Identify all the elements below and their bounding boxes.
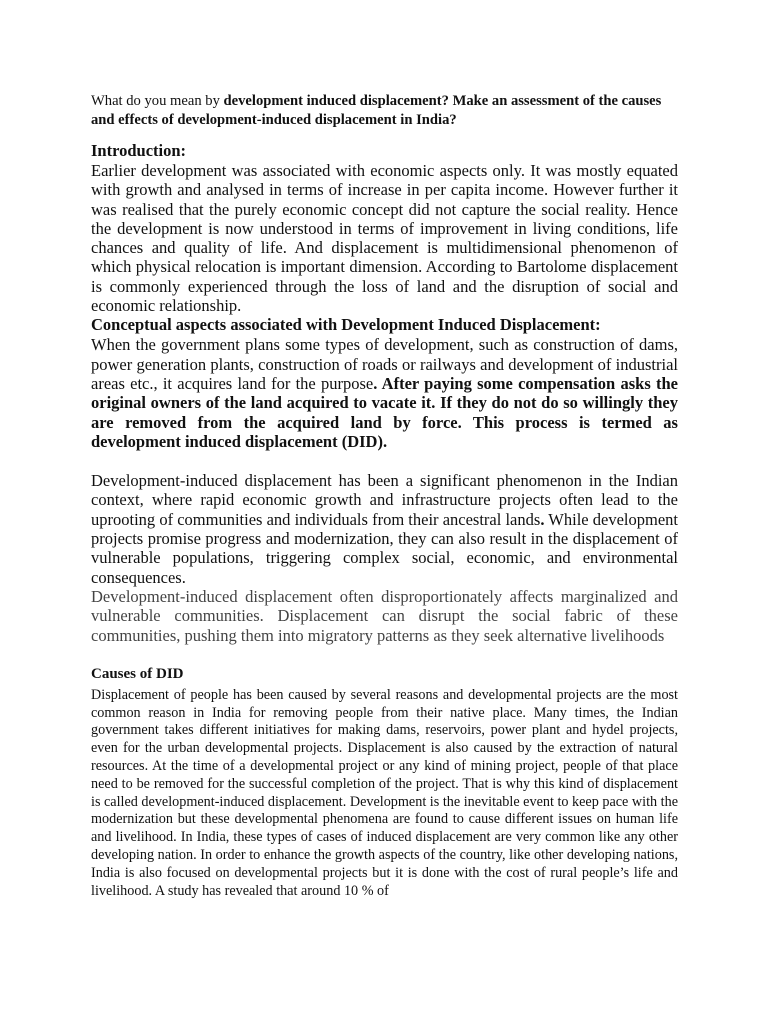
indian-context-text-a: Development-induced displacement has been a significant phenomenon in the Indian context, where rapid economic growth and infrastructure projects often lead to the uprooting of communities and individuals from their ancestral lands (91, 471, 678, 529)
conceptual-text-b: . After paying some compensation asks the original owners of the land acquired to vacate it. If they do not do so willingly they are removed from the acquired land by force (91, 373, 678, 432)
causes-heading: Causes of DID (91, 665, 184, 682)
marginalized-paragraph: Development-induced displacement often disproportionately affects marginalized and vulnerable communities. Displacement can disrupt the social fabric of these communities, pushing them into migratory patterns as they seek alternative livelihoods (91, 586, 678, 645)
indian-context-text-c: While development projects promise progress and modernization, they can also result in the displacement of vulnerable populations, triggering complex social, economic, and environmental consequences. (91, 509, 678, 587)
conceptual-heading: Conceptual aspects associated with Development Induced Displacement: (91, 315, 601, 335)
introduction-paragraph: Earlier development was associated with economic aspects only. It was mostly equated with growth and analysed in terms of increase in per capita income. However further it was realised that the purely economic concept did not capture the social reality. Hence the development is now understood in terms of improvement in living conditions, life chances and quality of life. And displacement is multidimensional phenomenon of which physical relocation is important dimension. According to Bartolome displacement is commonly experienced through the loss of land and the disruption of social and economic relationship. (91, 161, 678, 316)
conceptual-paragraph (91, 335, 678, 451)
indian-context-paragraph (91, 471, 678, 587)
paragraph-gap (91, 451, 678, 471)
question-part-1: What do you mean by (91, 93, 224, 109)
document-page (91, 92, 678, 900)
question-part-2: development induced displacement? Make an assessment of the causes and effects of development-induced displacement in India? (91, 93, 662, 128)
question (91, 92, 678, 129)
introduction-heading: Introduction: (91, 141, 187, 160)
causes-paragraph: Displacement of people has been caused by several reasons and developmental projects are the most common reason in India for removing people from their native place. Many times, the Indian government takes different initiatives for making dams, reservoirs, power plant and hydel projects, even for the urban developmental projects. Displacement is also caused by the extraction of natural resources. At the time of a developmental project or any kind of mining project, people of that place need to be removed for the successful completion of the project. That is why this kind of displacement is called development-induced displacement. Development is the inevitable event to keep pace with the modernization but these developmental phenomena are found to cause different issues on human life and livelihood. In India, these types of cases of induced displacement are very common like any other developing nation. In order to enhance the growth aspects of the country, like other developing nations, India is also focused on developmental projects but it is done with the cost of rural people’s life and livelihood. A study has revealed that around 10 % of (91, 686, 679, 899)
indian-context-text-b: . (540, 509, 545, 529)
section-gap (91, 645, 678, 665)
conceptual-text-c: . This process is termed as development induced displacement (DID). (91, 412, 678, 451)
conceptual-text-a: When the government plans some types of development, such as construction of dams, power generation plants, construction of roads or railways and development of industrial areas etc., it acquires land for the purpose (91, 335, 678, 393)
